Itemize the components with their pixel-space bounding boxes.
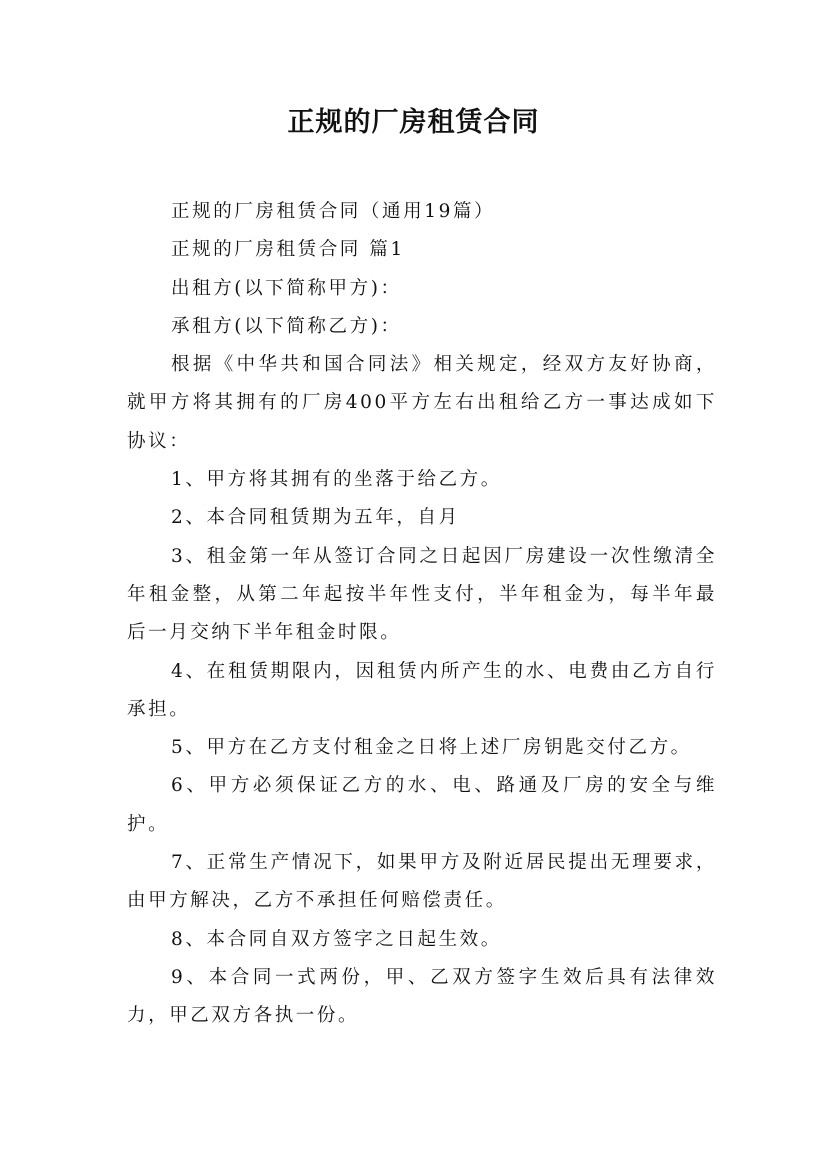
clause-5: 5、甲方在乙方支付租金之日将上述厂房钥匙交付乙方。: [171, 737, 692, 759]
document-body: [127, 193, 717, 1036]
clause-7: 7、正常生产情况下，如果甲方及附近居民提出无理要求，由甲方解决，乙方不承担任何赔偿责任。: [127, 852, 717, 912]
clause-3: 3、租金第一年从签订合同之日起因厂房建设一次性缴清全年租金整，从第二年起按半年性支付，半年租金为，每半年最后一月交纳下半年租金时限。: [127, 545, 717, 644]
clause-1: 1、甲方将其拥有的坐落于给乙方。: [171, 469, 502, 491]
clause-4: 4、在租赁期限内，因租赁内所产生的水、电费由乙方自行承担。: [127, 660, 717, 720]
paragraph-section-heading: 正规的厂房租赁合同 篇1: [171, 239, 405, 261]
clause-9: 9、本合同一式两份，甲、乙双方签字生效后具有法律效力，甲乙双方各执一份。: [127, 966, 717, 1027]
document-title: 正规的厂房租赁合同: [287, 107, 540, 138]
paragraph-lessee: 承租方(以下简称乙方)：: [171, 315, 402, 337]
paragraph-preamble: 根据《中华共和国合同法》相关规定，经双方友好协商，就甲方将其拥有的厂房400平方左右出租给乙方一事达成如下协议：: [127, 354, 717, 452]
clause-6: 6、甲方必须保证乙方的水、电、路通及厂房的安全与维护。: [127, 775, 717, 835]
paragraph-lessor: 出租方(以下简称甲方)：: [171, 277, 402, 299]
clause-2: 2、本合同租赁期为五年，自月: [171, 507, 460, 529]
paragraph-subtitle: 正规的厂房租赁合同（通用19篇）: [171, 201, 496, 222]
clause-8: 8、本合同自双方签字之日起生效。: [171, 928, 502, 950]
